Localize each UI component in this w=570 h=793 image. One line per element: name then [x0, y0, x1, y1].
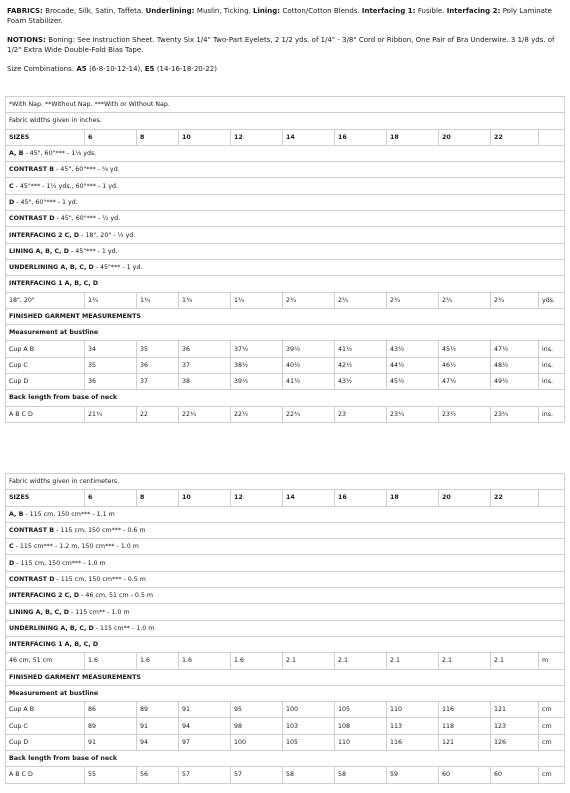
measurement-value: 118: [439, 718, 491, 734]
measurement-value: 60: [439, 767, 491, 783]
measurement-value: 1¾: [85, 292, 137, 308]
size-header: 16: [335, 129, 387, 145]
measurement-value: 49½: [491, 374, 539, 390]
measurement-value: 116: [387, 734, 439, 750]
measurement-value: 35: [137, 341, 179, 357]
measurement-value: 121: [439, 734, 491, 750]
measurement-value: 37½: [231, 341, 283, 357]
fabric-amount: - 115 cm** - 1.0 m: [69, 608, 130, 616]
view-label: LINING A, B, C, D: [9, 247, 69, 255]
measurement-value: 89: [137, 702, 179, 718]
measurement-value: 108: [335, 718, 387, 734]
fabric-amount: - 45"*** - 1 yd.: [93, 264, 143, 272]
measurement-value: 36: [85, 374, 137, 390]
row-label: Cup C: [6, 357, 85, 373]
interfacing1-header: INTERFACING 1 A, B, C, D: [6, 636, 565, 652]
view-label: INTERFACING 2 C, D: [9, 592, 80, 600]
finished-measurements-header: FINISHED GARMENT MEASUREMENTS: [6, 308, 565, 324]
fabric-requirement-cell: [6, 194, 565, 210]
measurement-value: 1¾: [231, 292, 283, 308]
empty-cell: [539, 129, 565, 145]
table-row: [6, 178, 565, 194]
table-row: [6, 571, 565, 587]
fabric-requirement-cell: [6, 211, 565, 227]
size-header: 22: [491, 490, 539, 506]
fabric-amount: - 115 cm, 150 cm*** - 0.5 m: [54, 575, 146, 583]
bustline-header: Measurement at bustline: [6, 325, 565, 341]
fabric-amount: - 115 cm, 150 cm*** - 1.0 m: [14, 559, 106, 567]
measurement-value: 60: [491, 767, 539, 783]
measurement-value: 59: [387, 767, 439, 783]
row-label: Cup A B: [6, 702, 85, 718]
size-header: 8: [137, 129, 179, 145]
table-row: [6, 243, 565, 259]
interfacing1-header: INTERFACING 1 A, B, C, D: [6, 276, 565, 292]
measurement-value: 22: [137, 406, 179, 422]
size-header: 20: [439, 490, 491, 506]
measurement-value: 2.1: [439, 653, 491, 669]
lining-value: Cotton/Cotton Blends.: [282, 7, 362, 15]
view-label: INTERFACING 2 C, D: [9, 231, 80, 239]
width-note: Fabric widths given in centimeters.: [6, 474, 565, 490]
row-label: Cup A B: [6, 341, 85, 357]
fabrics-value: Brocade, Silk, Satin, Taffeta.: [45, 7, 146, 15]
measurement-value: 2¼: [439, 292, 491, 308]
unit-label: ins.: [539, 406, 565, 422]
fabric-requirement-cell: [6, 604, 565, 620]
measurement-value: 37: [179, 357, 231, 373]
table-row: [6, 588, 565, 604]
measurement-value: 38½: [231, 357, 283, 373]
row-label: Cup D: [6, 374, 85, 390]
measurement-value: 45½: [439, 341, 491, 357]
measurement-value: 41½: [335, 341, 387, 357]
view-label: CONTRAST D: [9, 215, 55, 223]
measurement-value: 39½: [283, 341, 335, 357]
view-label: C: [9, 182, 14, 190]
measurement-value: 91: [137, 718, 179, 734]
view-label: A, B: [9, 150, 24, 158]
measurement-value: 43½: [387, 341, 439, 357]
measurement-value: 22¼: [179, 406, 231, 422]
view-label: A, B: [9, 510, 24, 518]
table-row: [6, 555, 565, 571]
measurement-value: 43½: [335, 374, 387, 390]
measurement-value: 34: [85, 341, 137, 357]
e5-label: E5: [144, 65, 157, 73]
measurement-value: 116: [439, 702, 491, 718]
fabric-amount: - 115 cm, 150 cm*** - 1.1 m: [23, 510, 115, 518]
table-row: [6, 194, 565, 210]
table-row: [6, 227, 565, 243]
measurement-value: 58: [335, 767, 387, 783]
measurement-value: 100: [283, 702, 335, 718]
measurement-value: 103: [283, 718, 335, 734]
fabric-amount: - 45"*** - 1 yd.: [69, 247, 118, 255]
fabric-amount: - 18", 20" - ½ yd.: [79, 231, 136, 239]
view-label: CONTRAST D: [9, 575, 55, 583]
measurement-value: 44½: [387, 357, 439, 373]
fabric-requirement-cell: [6, 555, 565, 571]
table-row: [6, 406, 565, 422]
unit-label: ins.: [539, 357, 565, 373]
view-label: UNDERLINING A, B, C, D: [9, 264, 94, 272]
measurement-value: 22¾: [283, 406, 335, 422]
measurement-value: 41½: [283, 374, 335, 390]
table-row: [6, 767, 565, 783]
row-label: Cup C: [6, 718, 85, 734]
measurement-value: 57: [231, 767, 283, 783]
measurement-value: 95: [231, 702, 283, 718]
fabric-requirement-cell: [6, 620, 565, 636]
measurement-value: 126: [491, 734, 539, 750]
measurement-value: 38: [179, 374, 231, 390]
measurement-value: 47½: [439, 374, 491, 390]
fabric-amount: - 115 cm*** - 1.2 m, 150 cm*** - 1.0 m: [13, 543, 139, 551]
measurement-value: 23: [335, 406, 387, 422]
size-header: 16: [335, 490, 387, 506]
measurement-value: 110: [387, 702, 439, 718]
size-header: 22: [491, 129, 539, 145]
measurement-value: 1¾: [179, 292, 231, 308]
unit-label: ins.: [539, 374, 565, 390]
view-label: UNDERLINING A, B, C, D: [9, 624, 94, 632]
view-label: D: [9, 198, 15, 206]
size-header: 6: [85, 490, 137, 506]
measurement-value: 56: [137, 767, 179, 783]
measurement-value: 22½: [231, 406, 283, 422]
table-row: [6, 325, 565, 341]
size-combinations-line: [7, 64, 563, 74]
fabric-amount: - 115 cm, 150 cm*** - 0.6 m: [54, 527, 146, 535]
size-header: 12: [231, 490, 283, 506]
notions-label: NOTIONS:: [7, 36, 49, 44]
back-length-header: Back length from base of neck: [6, 390, 565, 406]
row-label: 46 cm, 51 cm: [6, 653, 85, 669]
table-row: [6, 113, 565, 129]
table-row: [6, 308, 565, 324]
measurement-value: 57: [179, 767, 231, 783]
measurement-value: 23¼: [387, 406, 439, 422]
measurement-value: 1¾: [137, 292, 179, 308]
view-label: D: [9, 559, 15, 567]
measurement-value: 35: [85, 357, 137, 373]
table-row: [6, 653, 565, 669]
nap-legend: *With Nap. **Without Nap. ***With or Without Nap.: [6, 97, 565, 113]
size-combinations-label: Size Combinations:: [7, 65, 77, 73]
measurement-value: 2.1: [283, 653, 335, 669]
unit-label: cm: [539, 767, 565, 783]
fabric-amount: - 45", 60"*** - ½ yd.: [54, 215, 121, 223]
fabric-requirement-cell: [6, 588, 565, 604]
sizes-header-row: [6, 490, 565, 506]
measurement-value: 37: [137, 374, 179, 390]
measurement-value: 2.1: [387, 653, 439, 669]
measurement-value: 121: [491, 702, 539, 718]
table-row: [6, 390, 565, 406]
measurement-value: 97: [179, 734, 231, 750]
measurement-value: 47½: [491, 341, 539, 357]
table-row: [6, 259, 565, 275]
size-header: 20: [439, 129, 491, 145]
table-row: [6, 162, 565, 178]
size-header: 14: [283, 129, 335, 145]
table-row: [6, 751, 565, 767]
measurement-value: 105: [335, 702, 387, 718]
view-label: CONTRAST B: [9, 166, 55, 174]
table-row: [6, 506, 565, 522]
width-note: Fabric widths given in inches.: [6, 113, 565, 129]
measurement-value: 40½: [283, 357, 335, 373]
fabric-amount: - 45", 60"*** - 1 yd.: [14, 198, 78, 206]
measurement-value: 2¼: [491, 292, 539, 308]
yardage-table-inches: [5, 96, 565, 423]
measurement-value: 2¼: [283, 292, 335, 308]
table-row: [6, 292, 565, 308]
measurement-value: 94: [137, 734, 179, 750]
unit-label: cm: [539, 734, 565, 750]
table-row: [6, 474, 565, 490]
fabric-requirement-cell: [6, 571, 565, 587]
measurement-value: 105: [283, 734, 335, 750]
measurement-value: 36: [137, 357, 179, 373]
unit-label: cm: [539, 702, 565, 718]
fabric-amount: - 46 cm, 51 cm - 0.5 m: [79, 592, 154, 600]
table-row: [6, 604, 565, 620]
measurement-value: 21¾: [85, 406, 137, 422]
table-row: [6, 685, 565, 701]
measurement-value: 39½: [231, 374, 283, 390]
interfacing1-value: Fusible.: [417, 7, 447, 15]
measurement-value: 36: [179, 341, 231, 357]
measurement-value: 110: [335, 734, 387, 750]
measurement-value: 48½: [491, 357, 539, 373]
interfacing2-label: Interfacing 2:: [446, 7, 503, 15]
table-row: [6, 374, 565, 390]
table-row: [6, 97, 565, 113]
e5-value: (14-16-18-20-22): [156, 65, 217, 73]
sizes-label: SIZES: [6, 129, 85, 145]
table-row: [6, 145, 565, 161]
underlining-label: Underlining:: [145, 7, 197, 15]
fabric-requirement-cell: [6, 506, 565, 522]
fabric-requirement-cell: [6, 522, 565, 538]
measurement-value: 23¾: [491, 406, 539, 422]
table-row: [6, 539, 565, 555]
measurement-value: 58: [283, 767, 335, 783]
row-label: 18", 20": [6, 292, 85, 308]
fabric-requirement-cell: [6, 178, 565, 194]
table-row: [6, 341, 565, 357]
measurement-value: 55: [85, 767, 137, 783]
interfacing1-label: Interfacing 1:: [361, 7, 418, 15]
measurement-value: 1.6: [85, 653, 137, 669]
yardage-table-centimeters: [5, 473, 565, 784]
size-header: 10: [179, 490, 231, 506]
measurement-value: 2.1: [335, 653, 387, 669]
unit-label: m: [539, 653, 565, 669]
a5-value: (6-8-10-12-14),: [89, 65, 145, 73]
measurement-value: 2¼: [335, 292, 387, 308]
measurement-value: 1.6: [231, 653, 283, 669]
empty-cell: [539, 490, 565, 506]
measurement-value: 94: [179, 718, 231, 734]
measurement-value: 45½: [387, 374, 439, 390]
bustline-header: Measurement at bustline: [6, 685, 565, 701]
measurement-value: 98: [231, 718, 283, 734]
a5-label: A5: [76, 65, 90, 73]
measurement-value: 42½: [335, 357, 387, 373]
fabric-requirement-cell: [6, 243, 565, 259]
measurement-value: 91: [179, 702, 231, 718]
fabric-amount: - 45"*** - 1¼ yds., 60"*** - 1 yd.: [13, 182, 119, 190]
measurement-value: 123: [491, 718, 539, 734]
pattern-notes: [7, 6, 563, 74]
fabric-requirement-cell: [6, 145, 565, 161]
fabric-amount: - 45", 60"*** - 1⅛ yds.: [23, 150, 97, 158]
measurement-value: 86: [85, 702, 137, 718]
back-length-header: Back length from base of neck: [6, 751, 565, 767]
size-header: 12: [231, 129, 283, 145]
fabric-amount: - 45", 60"*** - ⅝ yd.: [54, 166, 120, 174]
measurement-value: 89: [85, 718, 137, 734]
table-row: [6, 522, 565, 538]
size-header: 10: [179, 129, 231, 145]
size-header: 18: [387, 490, 439, 506]
view-label: LINING A, B, C, D: [9, 608, 69, 616]
table-row: [6, 669, 565, 685]
unit-label: ins.: [539, 341, 565, 357]
measurement-value: 2¼: [387, 292, 439, 308]
unit-label: cm: [539, 718, 565, 734]
fabrics-label: FABRICS:: [7, 7, 46, 15]
size-header: 8: [137, 490, 179, 506]
measurement-value: 113: [387, 718, 439, 734]
measurement-value: 2.1: [491, 653, 539, 669]
lining-label: Lining:: [253, 7, 283, 15]
measurement-value: 1.6: [179, 653, 231, 669]
sizes-header-row: [6, 129, 565, 145]
notions-line: [7, 35, 563, 55]
table-row: [6, 636, 565, 652]
view-label: C: [9, 543, 14, 551]
finished-measurements-header: FINISHED GARMENT MEASUREMENTS: [6, 669, 565, 685]
view-label: CONTRAST B: [9, 527, 55, 535]
table-row: [6, 620, 565, 636]
table-row: [6, 211, 565, 227]
fabric-amount: - 115 cm** - 1.0 m: [93, 624, 155, 632]
interfacing2-value: Poly Laminate Foam Stabilizer.: [7, 7, 552, 25]
underlining-value: Muslin, Ticking.: [196, 7, 253, 15]
row-label: Cup D: [6, 734, 85, 750]
unit-label: yds.: [539, 292, 565, 308]
row-label: A B C D: [6, 767, 85, 783]
sizes-label: SIZES: [6, 490, 85, 506]
table-row: [6, 702, 565, 718]
measurement-value: 1.6: [137, 653, 179, 669]
table-row: [6, 734, 565, 750]
table-row: [6, 718, 565, 734]
fabric-requirement-cell: [6, 259, 565, 275]
measurement-value: 91: [85, 734, 137, 750]
measurement-value: 23½: [439, 406, 491, 422]
notions-value: Boning: See Instruction Sheet. Twenty Six 1/4" Two-Part Eyelets, 2 1/2 yds. of 1/4" - 3/8" Cord or Ribbon, One Pair of Bra Underwire. 3 1/8 yds. of 1/2" Extra Wide Double-Fold Bias Tape.: [7, 36, 555, 54]
table-row: [6, 357, 565, 373]
fabric-requirement-cell: [6, 539, 565, 555]
size-header: 14: [283, 490, 335, 506]
table-row: [6, 276, 565, 292]
measurement-value: 46½: [439, 357, 491, 373]
fabric-requirement-cell: [6, 162, 565, 178]
row-label: A B C D: [6, 406, 85, 422]
fabrics-line: [7, 6, 563, 26]
size-header: 18: [387, 129, 439, 145]
fabric-requirement-cell: [6, 227, 565, 243]
size-header: 6: [85, 129, 137, 145]
measurement-value: 100: [231, 734, 283, 750]
